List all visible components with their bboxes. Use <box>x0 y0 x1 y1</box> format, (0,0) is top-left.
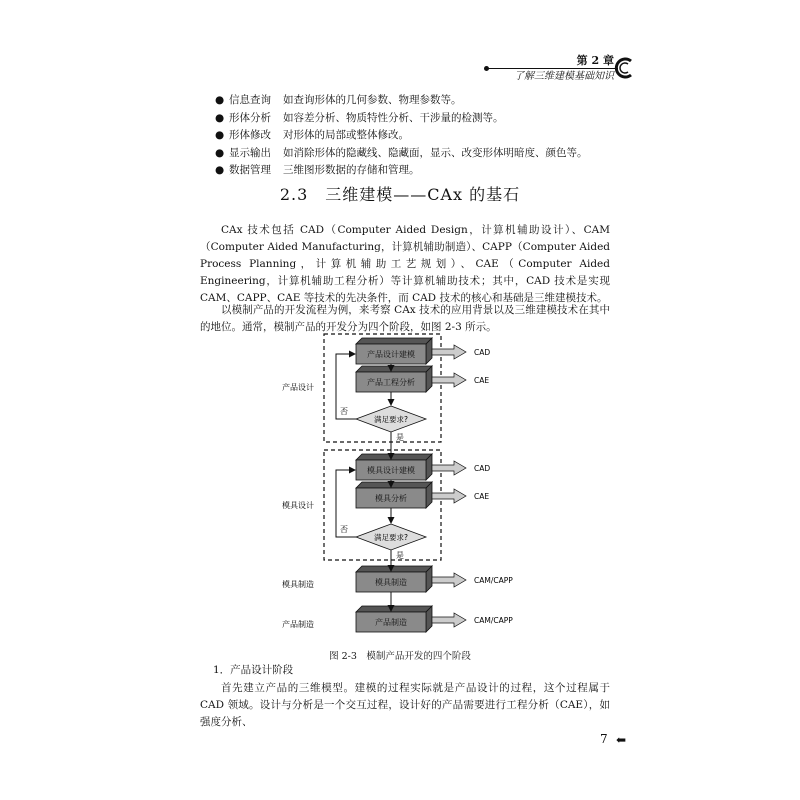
list-item: ● 形体分析 如容差分析、物质特性分析、干涉量的检测等。 <box>215 110 635 128</box>
output-label: CAD <box>474 348 491 357</box>
body-paragraph: 以模制产品的开发流程为例，来考察 CAx 技术的应用背景以及三维建模技术在其中的地位。通常，模制产品的开发分为四个阶段，如图 2-3 所示。 <box>200 304 610 333</box>
flow-box-label: 模具分析 <box>375 494 407 503</box>
subsection-heading: 1．产品设计阶段 <box>213 664 294 676</box>
bullet-icon: ● <box>215 111 225 124</box>
output-arrow-icon <box>432 489 466 503</box>
output-arrow-icon <box>432 613 466 627</box>
list-item: ● 数据管理 三维图形数据的存储和管理。 <box>215 162 635 180</box>
output-arrow-icon <box>432 461 466 475</box>
chapter-subtitle: 了解三维建模基础知识 <box>514 71 614 82</box>
c-chapter-logo-icon <box>612 56 636 80</box>
body-paragraph: CAx 技术包括 CAD（Computer Aided Design，计算机辅助设计）、CAM（Computer Aided Manufacturing，计算机辅助制造）、CAPP（Computer Aided Process Planning，计算机辅助工艺规划）、CAE（Computer Aided Engineering，计算机辅助工程分析）等计算机辅助技术；其中，CAD 技术是实现 CAM、CAPP、CAE 等技术的先决条件，而 CAD 技术的核心和基础是三维建模技术。 <box>200 224 610 304</box>
feature-list <box>215 92 635 180</box>
list-item: ● 信息查询 如查询形体的几何参数、物理参数等。 <box>215 92 635 110</box>
bullet-icon: ● <box>215 129 225 141</box>
flow-box-label: 产品制造 <box>375 618 407 627</box>
output-arrow-icon <box>432 573 466 587</box>
output-label: CAE <box>474 492 490 501</box>
output-label: CAE <box>474 376 490 385</box>
list-item: ● 显示输出 如消除形体的隐藏线、隐藏面，显示、改变形体明暗度、颜色等。 <box>215 145 635 163</box>
stage-label: 产品设计 <box>282 383 314 392</box>
flow-box-label: 产品设计建模 <box>367 350 415 359</box>
list-item: ● 形体修改 对形体的局部或整体修改。 <box>215 127 635 145</box>
flow-box-label: 模具设计建模 <box>367 466 415 475</box>
yes-label: 是 <box>396 551 404 560</box>
output-label: CAM/CAPP <box>474 616 513 625</box>
stage-label: 模具设计 <box>282 501 314 510</box>
stage-label: 产品制造 <box>282 620 314 629</box>
output-label: CAM/CAPP <box>474 576 513 585</box>
left-arrow-icon: ⬅ <box>616 733 627 747</box>
decision-label: 满足要求? <box>374 533 408 542</box>
flow-box-label: 模具制造 <box>375 578 407 587</box>
bullet-icon: ● <box>215 164 225 176</box>
figure-caption: 图 2-3 模制产品开发的四个阶段 <box>329 651 471 662</box>
body-paragraph: 首先建立产品的三维模型。建模的过程实际就是产品设计的过程，这个过程属于 CAD 领域。设计与分析是一个交互过程，设计好的产品需要进行工程分析（CAE），如强度分析、 <box>200 682 610 728</box>
output-arrow-icon <box>432 345 466 359</box>
bullet-icon: ● <box>215 94 225 106</box>
bullet-icon: ● <box>215 146 225 159</box>
no-label: 否 <box>340 407 348 416</box>
stage-label: 模具制造 <box>282 580 314 589</box>
decision-label: 满足要求? <box>374 415 408 424</box>
product-development-flowchart <box>270 330 550 646</box>
flow-box-label: 产品工程分析 <box>367 378 415 387</box>
yes-label: 是 <box>396 433 404 442</box>
chapter-number: 第 2 章 <box>576 54 614 67</box>
section-title: 2.3 三维建模——CAx 的基石 <box>279 185 521 204</box>
page-number: 7 <box>600 732 608 746</box>
output-arrow-icon <box>432 373 466 387</box>
no-label: 否 <box>340 525 348 534</box>
output-label: CAD <box>474 464 491 473</box>
